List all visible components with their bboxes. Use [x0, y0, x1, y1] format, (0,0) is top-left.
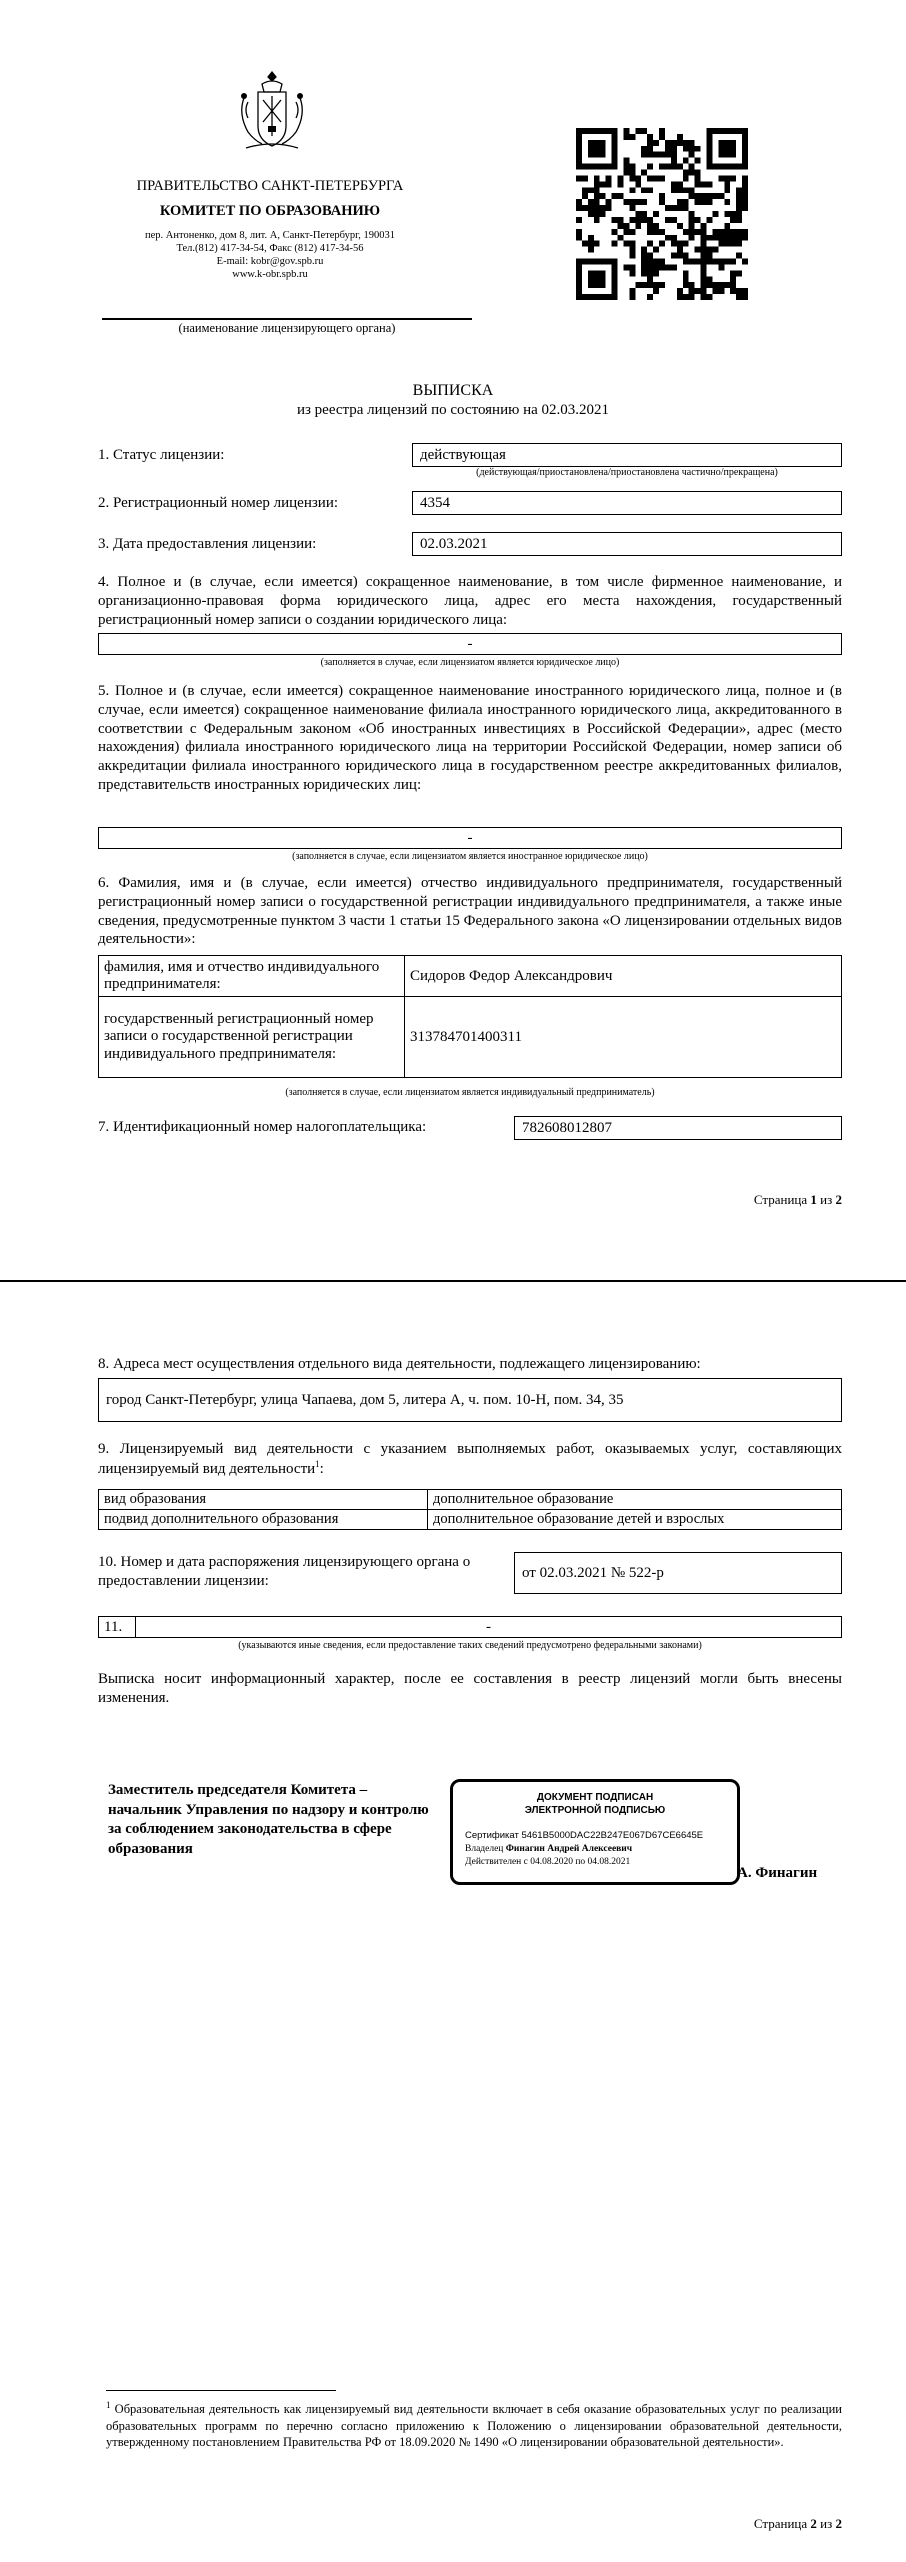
- footnote-ref: 1: [315, 1458, 320, 1469]
- header-phone: Тел.(812) 417-34-54, Факс (812) 417-34-56: [176, 243, 364, 254]
- section-5-value: [98, 827, 842, 849]
- fio-label: фамилия, имя и отчество индивидуального предпринимателя:: [99, 956, 405, 997]
- esign-stamp: [450, 1779, 740, 1885]
- page-mid: из: [816, 1192, 836, 1207]
- section-5-dash: -: [467, 829, 473, 846]
- section-11-box: [98, 1616, 842, 1638]
- table-cell: подвид дополнительного образования: [99, 1510, 428, 1530]
- section-9-body: 9. Лицензируемый вид деятельности с указанием выполняемых работ, оказываемых услуг, составляющих лицензируемый вид деятельности: [98, 1441, 842, 1477]
- stamp-title-1: ДОКУМЕНТ ПОДПИСАН: [536, 1792, 654, 1803]
- table-row: [99, 997, 842, 1078]
- committee-name: КОМИТЕТ ПО ОБРАЗОВАНИЮ: [159, 203, 381, 219]
- table-cell: вид образования: [99, 1490, 428, 1510]
- table-cell: дополнительное образование детей и взрослых: [428, 1510, 842, 1530]
- section-10-value: от 02.03.2021 № 522-р: [514, 1552, 842, 1594]
- stamp-owner: [465, 1844, 632, 1854]
- fio-value: Сидоров Федор Александрович: [405, 956, 842, 997]
- header-address: пер. Антоненко, дом 8, лит. А, Санкт-Петербург, 190031: [145, 230, 395, 241]
- ogrn-label: государственный регистрационный номер записи о государственной регистрации индивидуального предпринимателя:: [99, 997, 405, 1078]
- page-total: 2: [835, 2516, 842, 2531]
- page-1-number: [754, 1192, 842, 1208]
- page-prefix: Страница: [753, 2516, 811, 2531]
- doc-title: ВЫПИСКА: [412, 382, 494, 399]
- stamp-cert: [465, 1830, 703, 1841]
- stamp-valid: Действителен с 04.08.2020 по 04.08.2021: [465, 1857, 631, 1867]
- coat-of-arms-emblem: [232, 68, 312, 152]
- footnote-separator: [106, 2390, 336, 2391]
- section-4-text: 4. Полное и (в случае, если имеется) сокращенное наименование, в том числе фирменное наименование, и организационно-правовая форма юридического лица, адрес его места нахождения, государственный регистрационный номер записи о создании юридического лица:: [98, 574, 842, 628]
- owner-label: Владелец: [465, 1844, 506, 1854]
- signer-position: Заместитель председателя Комитета – начальник Управления по надзору и контролю за соблюдением законодательства в сфере образования: [108, 1782, 429, 1857]
- page-num: 2: [810, 2516, 817, 2531]
- signer-name: А. Финагин: [737, 1865, 818, 1881]
- section-11-value: -: [486, 1619, 491, 1635]
- section-4-dash: -: [467, 635, 473, 652]
- status-hint: (действующая/приостановлена/приостановлена частично/прекращена): [476, 467, 778, 478]
- table-row: [99, 1490, 842, 1510]
- doc-subtitle: из реестра лицензий по состоянию на 02.03.2021: [296, 402, 610, 418]
- table-cell: дополнительное образование: [428, 1490, 842, 1510]
- section-6-hint: (заполняется в случае, если лицензиатом является индивидуальный предприниматель): [285, 1087, 655, 1098]
- organ-caption: (наименование лицензирующего органа): [178, 321, 396, 335]
- section-6-table: [98, 955, 842, 1078]
- page-total: 2: [835, 1192, 842, 1207]
- section-11-num: 11.: [104, 1619, 123, 1635]
- header-email: E-mail: kobr@gov.spb.ru: [216, 256, 324, 267]
- qr-code: [576, 128, 748, 300]
- date-value: 02.03.2021: [412, 532, 842, 556]
- ogrn-value: 313784701400311: [405, 997, 842, 1078]
- section-10-label: 10. Номер и дата распоряжения лицензирующего органа о предоставлении лицензии:: [98, 1554, 471, 1589]
- notice-text: Выписка носит информационный характер, после ее составления в реестр лицензий могли быть внесены изменения.: [98, 1671, 842, 1706]
- status-value: действующая: [412, 443, 842, 467]
- section-4-value: [98, 633, 842, 655]
- footnote: [106, 2400, 842, 2451]
- date-label: 3. Дата предоставления лицензии:: [98, 536, 317, 552]
- page-prefix: Страница: [753, 1192, 811, 1207]
- table-row: [99, 1510, 842, 1530]
- status-label: 1. Статус лицензии:: [98, 447, 225, 463]
- page-mid: из: [816, 2516, 836, 2531]
- header-web: www.k-obr.spb.ru: [232, 269, 308, 280]
- section-4-hint: (заполняется в случае, если лицензиатом является юридическое лицо): [320, 657, 620, 668]
- gov-name: ПРАВИТЕЛЬСТВО САНКТ-ПЕТЕРБУРГА: [136, 178, 404, 194]
- reg-value: 4354: [412, 491, 842, 515]
- section-9-tail: :: [319, 1460, 324, 1477]
- cert-label: Сертификат: [465, 1830, 522, 1841]
- cert-value: 5461B5000DAC22B247E067D67CE6645E: [521, 1830, 704, 1841]
- inn-label: 7. Идентификационный номер налогоплательщика:: [98, 1119, 427, 1135]
- section-8-value: город Санкт-Петербург, улица Чапаева, дом 5, литера А, ч. пом. 10-Н, пом. 34, 35: [98, 1378, 842, 1422]
- page-separator: [0, 1280, 906, 1282]
- section-6-text: 6. Фамилия, имя и (в случае, если имеется) отчество индивидуального предпринимателя, государственный регистрационный номер записи о государственной регистрации индивидуального предпринимателя, а также иные сведения, предусмотренные пунктом 3 части 1 статьи 15 Федерального закона «О лицензировании отдельных видов деятельности»:: [98, 875, 843, 948]
- page-2-number: [754, 2516, 842, 2532]
- inn-value: 782608012807: [514, 1116, 842, 1140]
- section-9-table: [98, 1489, 842, 1530]
- owner-value: Финагин Андрей Алексеевич: [505, 1844, 633, 1854]
- section-5-hint: (заполняется в случае, если лицензиатом является иностранное юридическое лицо): [292, 851, 648, 862]
- organ-line: [102, 318, 472, 320]
- footnote-num: 1: [106, 2400, 111, 2410]
- reg-label: 2. Регистрационный номер лицензии:: [98, 495, 339, 511]
- stamp-title-2: ЭЛЕКТРОННОЙ ПОДПИСЬЮ: [524, 1805, 666, 1816]
- section-8-text: 8. Адреса мест осуществления отдельного вида деятельности, подлежащего лицензированию:: [98, 1356, 701, 1372]
- section-9-text: [98, 1440, 842, 1479]
- section-11-hint: (указываются иные сведения, если предоставление таких сведений предусмотрено федеральными законами): [238, 1640, 702, 1651]
- footnote-text: Образовательная деятельность как лицензируемый вид деятельности включает в себя оказание образовательных услуг по реализации образовательных программ по перечню согласно приложению к Положению о лицензировании образовательной деятельности, утвержденному постановлением Правительства РФ от 18.09.2020 № 1490 «О лицензировании образовательной деятельности».: [106, 2402, 842, 2450]
- section-5-text: 5. Полное и (в случае, если имеется) сокращенное наименование иностранного юридического лица, полное и (в случае, если имеется) сокращенное наименование филиала иностранного юридического лица, аккредитованного в соответствии с Федеральным законом «Об иностранных инвестициях в Российской Федерации», адрес (место нахождения) филиала иностранного юридического лица на территории Российской Федерации, номер записи об аккредитации филиала иностранного юридического лица в государственном реестре аккредитованных филиалов, представительств иностранных юридических лиц:: [98, 683, 842, 793]
- table-row: [99, 956, 842, 997]
- page-num: 1: [810, 1192, 817, 1207]
